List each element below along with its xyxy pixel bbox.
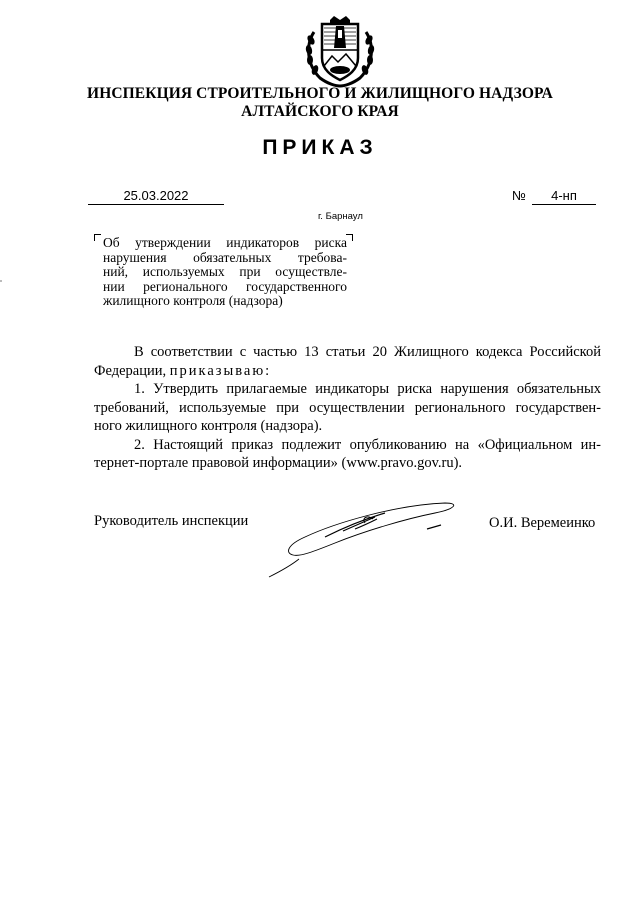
subject-line: нии регионального государственного (103, 278, 347, 294)
signatory-position: Руководитель инспекции (94, 513, 249, 529)
body-line: В соответствии с частью 13 статьи 20 Жилищного кодекса Российской (134, 344, 601, 360)
subject-corner-left (94, 234, 101, 241)
number-label: № (512, 188, 526, 203)
document-number: 4-нп (532, 188, 596, 205)
organization-name-line2: АЛТАЙСКОГО КРАЯ (241, 103, 399, 120)
document-type-title: ПРИКАЗ (262, 136, 378, 159)
subject-line: Об утверждении индикаторов риска (103, 235, 347, 250)
body-line: тернет-портале правовой информации» (www.pravo.gov.ru). (94, 455, 463, 471)
scan-artifact (0, 280, 2, 282)
body-line: требований, используемые при осуществлении регионального государствен- (94, 399, 601, 416)
subject-line: ний, используемых при осуществле- (103, 264, 347, 279)
subject-line: жилищного контроля (надзора) (103, 293, 283, 308)
body-line: 1. Утвердить прилагаемые индикаторы риска нарушения обязательных (134, 381, 601, 397)
body-line (94, 362, 601, 381)
subject-corner-right (346, 234, 353, 241)
city-name: г. Барнаул (318, 211, 363, 222)
signatory-name: О.И. Веремеинко (489, 515, 596, 531)
document-body (94, 343, 601, 473)
document-subject (103, 236, 347, 309)
document-date: 25.03.2022 (88, 188, 224, 205)
body-line: 2. Настоящий приказ подлежит опубликованию на «Официальном ин- (134, 436, 601, 453)
subject-line: нарушения обязательных требова- (103, 249, 347, 265)
organization-name-line1: ИНСПЕКЦИЯ СТРОИТЕЛЬНОГО И ЖИЛИЩНОГО НАДЗОРА (87, 85, 553, 102)
body-line: ного жилищного контроля (надзора). (94, 418, 323, 434)
order-word: приказываю: (169, 362, 272, 379)
handwritten-signature (265, 495, 465, 580)
coat-of-arms-icon (300, 14, 380, 90)
body-text: Федерации, (94, 362, 170, 379)
